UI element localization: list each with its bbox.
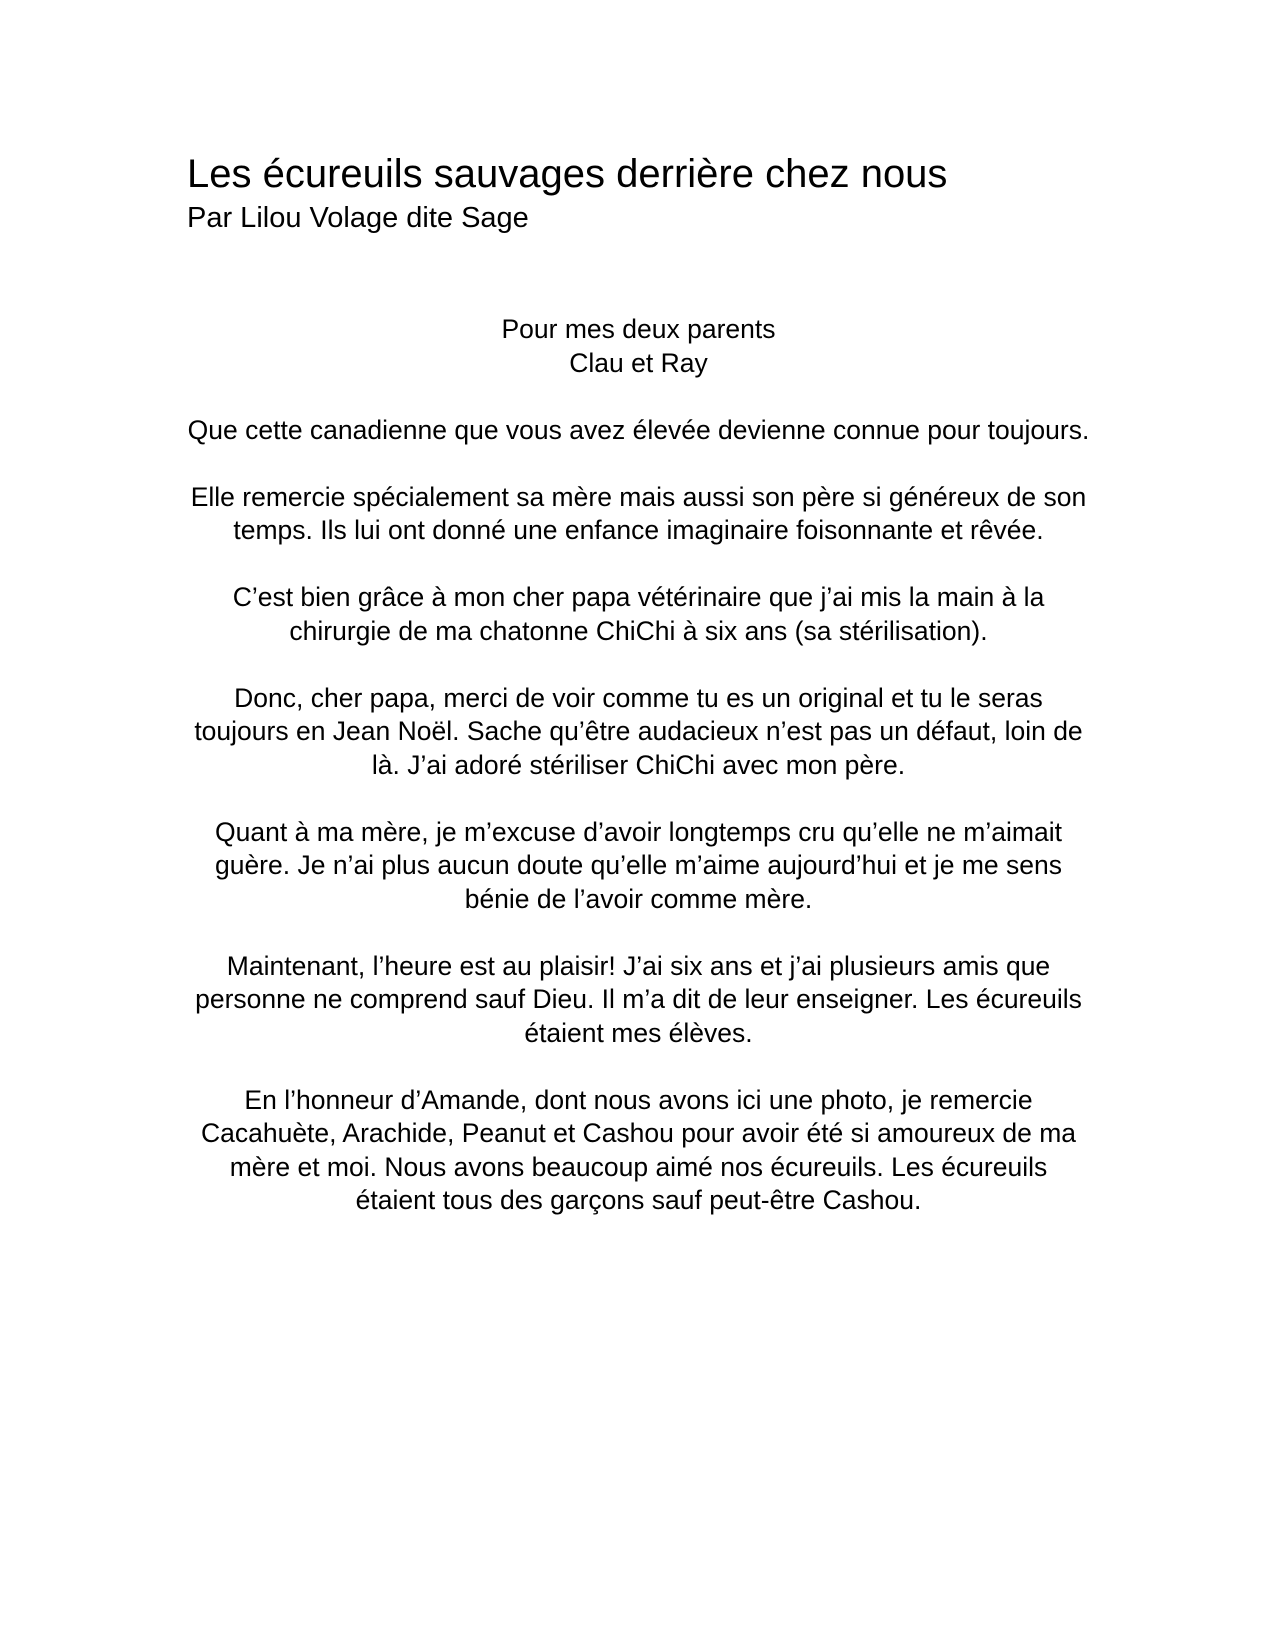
dedication-line: Pour mes deux parents <box>501 314 776 344</box>
document-title: Les écureuils sauvages derrière chez nous <box>187 152 948 196</box>
paragraph-mother: Quant à ma mère, je m’excuse d’avoir longtemps cru qu’elle ne m’aimait guère. Je n’ai plus aucun doute qu’elle m’aime aujourd’hui et je me sens bénie de l’avoir comme mère. <box>214 816 1063 914</box>
paragraph-father: Donc, cher papa, merci de voir comme tu es un original et tu le seras toujours en Jean Noël. Sache qu’être audacieux n’est pas un défaut, loin de là. J’ai adoré stériliser ChiChi avec mon père. <box>194 682 1083 780</box>
paragraph-surgery: C’est bien grâce à mon cher papa vétérinaire que j’ai mis la main à la chirurgie de ma chatonne ChiChi à six ans (sa stérilisation). <box>232 582 1045 646</box>
paragraph-thanks: Elle remercie spécialement sa mère mais aussi son père si généreux de son temps. Ils lui ont donné une enfance imaginaire foisonnante et rêvée. <box>190 481 1087 545</box>
paragraph-wish: Que cette canadienne que vous avez élevée devienne connue pour toujours. <box>187 414 1090 445</box>
dedication-names: Clau et Ray <box>569 347 708 378</box>
paragraph-squirrels-students: Maintenant, l’heure est au plaisir! J’ai six ans et j’ai plusieurs amis que personne ne comprend sauf Dieu. Il m’a dit de leur enseigner. Les écureuils étaient mes élèves. <box>195 950 1082 1048</box>
document-body <box>187 313 1090 1251</box>
dedication <box>187 313 1090 380</box>
document-author: Par Lilou Volage dite Sage <box>187 202 529 234</box>
paragraph-squirrels-names: En l’honneur d’Amande, dont nous avons ici une photo, je remercie Cacahuète, Arachide, Peanut et Cashou pour avoir été si amoureux de ma mère et moi. Nous avons beaucoup aimé nos écureuils. Les écureuils étaient tous des garçons sauf peut-être Cashou. <box>200 1084 1077 1215</box>
